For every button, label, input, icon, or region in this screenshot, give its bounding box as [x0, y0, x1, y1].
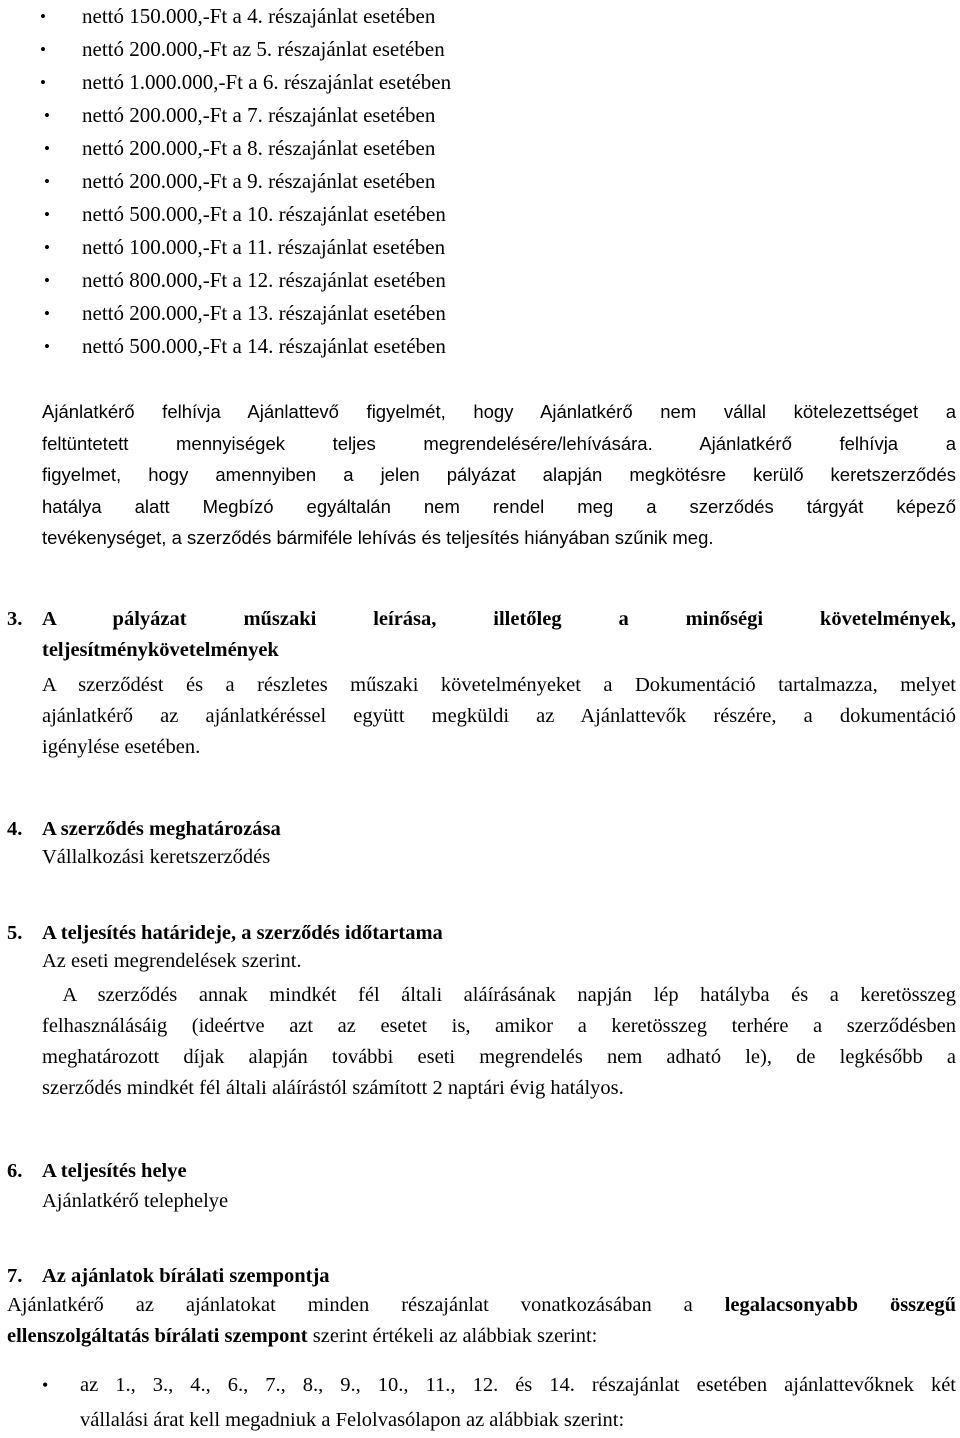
section-title: A szerződés meghatározása	[42, 818, 281, 840]
section-5-paragraph	[42, 980, 956, 1104]
bullet-dot: •	[44, 205, 50, 224]
bullet-text: nettó 100.000,-Ft a 11. részajánlat esetében	[82, 235, 446, 259]
body-line: A szerződés annak mindkét fél általi aláírásának napján lép hatályba és a keretösszeg	[42, 984, 956, 1006]
body-line: A szerződést és a részletes műszaki követelményeket a Dokumentáció tartalmazza, melyet	[42, 674, 956, 696]
section-title: Az ajánlatok bírálati szempontja	[42, 1265, 330, 1287]
section-title: A teljesítés helye	[42, 1160, 187, 1182]
price-bullet-item	[0, 198, 451, 231]
bullet-text: nettó 500.000,-Ft a 10. részajánlat esetében	[82, 202, 446, 226]
bullet-dot: •	[44, 172, 50, 191]
section-4-heading	[7, 814, 956, 845]
section-number: 5.	[7, 922, 23, 944]
bullet-text: nettó 150.000,-Ft a 4. részajánlat esetében	[82, 4, 436, 28]
notice-line: feltüntetett mennyiségek teljes megrendelésére/lehívására. Ajánlatkérő felhívja a	[42, 432, 956, 454]
notice-paragraph	[42, 396, 956, 554]
bullet-text: nettó 800.000,-Ft a 12. részajánlat esetében	[82, 268, 446, 292]
bullet-line: az 1., 3., 4., 6., 7., 8., 9., 10., 11., 12. és 14. részajánlat esetében ajánlattevőknek két	[80, 1374, 956, 1396]
criteria-outro: szerint értékeli az alábbiak szerint:	[307, 1325, 598, 1347]
price-bullet-item	[0, 330, 451, 363]
section-title: A pályázat műszaki leírása, illetőleg a minőségi követelmények,	[42, 608, 956, 630]
section-5-body: Az eseti megrendelések szerint.	[42, 950, 302, 972]
section-number: 3.	[7, 608, 23, 630]
body-line: felhasználásáig (ideértve azt az esetet is, amikor a keretösszeg terhére a szerződésben	[42, 1015, 956, 1037]
body-line: szerződés mindkét fél általi aláírástól számított 2 naptári évig hatályos.	[42, 1077, 624, 1099]
section-5-heading	[7, 918, 956, 949]
section-number: 4.	[7, 818, 23, 840]
bullet-text: nettó 200.000,-Ft a 13. részajánlat esetében	[82, 301, 446, 325]
price-bullet-item	[0, 0, 451, 33]
notice-line: hatálya alatt Megbízó egyáltalán nem rendel meg a szerződés tárgyát képező	[42, 495, 956, 517]
body-line: meghatározott díjak alapján további eseti megrendelés nem adható le), de legkésőbb a	[42, 1046, 956, 1068]
price-bullet-item	[0, 66, 451, 99]
criteria-bold: legalacsonyabb összegű	[724, 1294, 956, 1316]
section-3-body	[42, 670, 956, 763]
body-line: igénylése esetében.	[42, 736, 201, 758]
notice-line: figyelmet, hogy amennyiben a jelen pályázat alapján megkötésre kerülő keretszerződés	[42, 464, 956, 485]
section-7-heading	[7, 1261, 956, 1292]
bullet-line: vállalási árat kell megadniuk a Felolvasólapon az alábbiak szerint:	[80, 1409, 625, 1431]
bullet-text: nettó 1.000.000,-Ft a 6. részajánlat esetében	[82, 70, 452, 94]
section-6-body: Ajánlatkérő telephelye	[42, 1190, 229, 1212]
body-line	[7, 1321, 956, 1352]
price-bullet-item	[0, 231, 451, 264]
body-line	[7, 1290, 956, 1321]
price-bullet-item	[0, 165, 451, 198]
body-line: ajánlatkérő az ajánlatkéréssel együtt megküldi az Ajánlattevők részére, a dokumentáció	[42, 705, 956, 727]
criteria-intro: Ajánlatkérő az ajánlatokat minden részajánlat vonatkozásában a	[7, 1294, 725, 1316]
bullet-text: nettó 200.000,-Ft a 7. részajánlat esetében	[82, 103, 436, 127]
price-bullet-item	[0, 132, 451, 165]
section-number: 7.	[7, 1265, 23, 1287]
bullet-text: nettó 200.000,-Ft az 5. részajánlat esetében	[82, 37, 445, 61]
bullet-dot: •	[44, 337, 50, 356]
price-bullet-list	[0, 0, 451, 363]
criteria-bullet-item	[42, 1368, 956, 1438]
notice-line: tevékenységet, a szerződés bármiféle lehívás és teljesítés hiányában szűnik meg.	[42, 527, 714, 548]
bullet-dot: •	[44, 271, 50, 290]
section-title-cont: teljesítménykövetelmények	[42, 639, 279, 661]
section-number: 6.	[7, 1160, 23, 1182]
bullet-dot: •	[40, 7, 46, 26]
section-3-heading	[7, 604, 956, 666]
bullet-text: nettó 200.000,-Ft a 8. részajánlat esetében	[82, 136, 436, 160]
section-title: A teljesítés határideje, a szerződés időtartama	[42, 922, 443, 944]
bullet-text: nettó 200.000,-Ft a 9. részajánlat esetében	[82, 169, 436, 193]
bullet-dot: •	[44, 106, 50, 125]
section-4-body: Vállalkozási keretszerződés	[42, 846, 271, 868]
price-bullet-item	[0, 297, 451, 330]
section-7-body	[7, 1290, 956, 1352]
bullet-dot: •	[44, 139, 50, 158]
section-6-heading	[7, 1156, 956, 1187]
bullet-dot: •	[42, 1375, 49, 1395]
bullet-dot: •	[44, 238, 50, 257]
price-bullet-item	[0, 33, 451, 66]
bullet-text: nettó 500.000,-Ft a 14. részajánlat esetében	[82, 334, 446, 358]
bullet-dot: •	[44, 304, 50, 323]
bullet-dot: •	[40, 40, 46, 59]
price-bullet-item	[0, 264, 451, 297]
criteria-bold-cont: ellenszolgáltatás bírálati szempont	[7, 1325, 308, 1347]
price-bullet-item	[0, 99, 451, 132]
bullet-dot: •	[40, 73, 46, 92]
notice-line: Ajánlatkérő felhívja Ajánlattevő figyelmét, hogy Ajánlatkérő nem vállal kötelezettséget a	[42, 401, 956, 422]
